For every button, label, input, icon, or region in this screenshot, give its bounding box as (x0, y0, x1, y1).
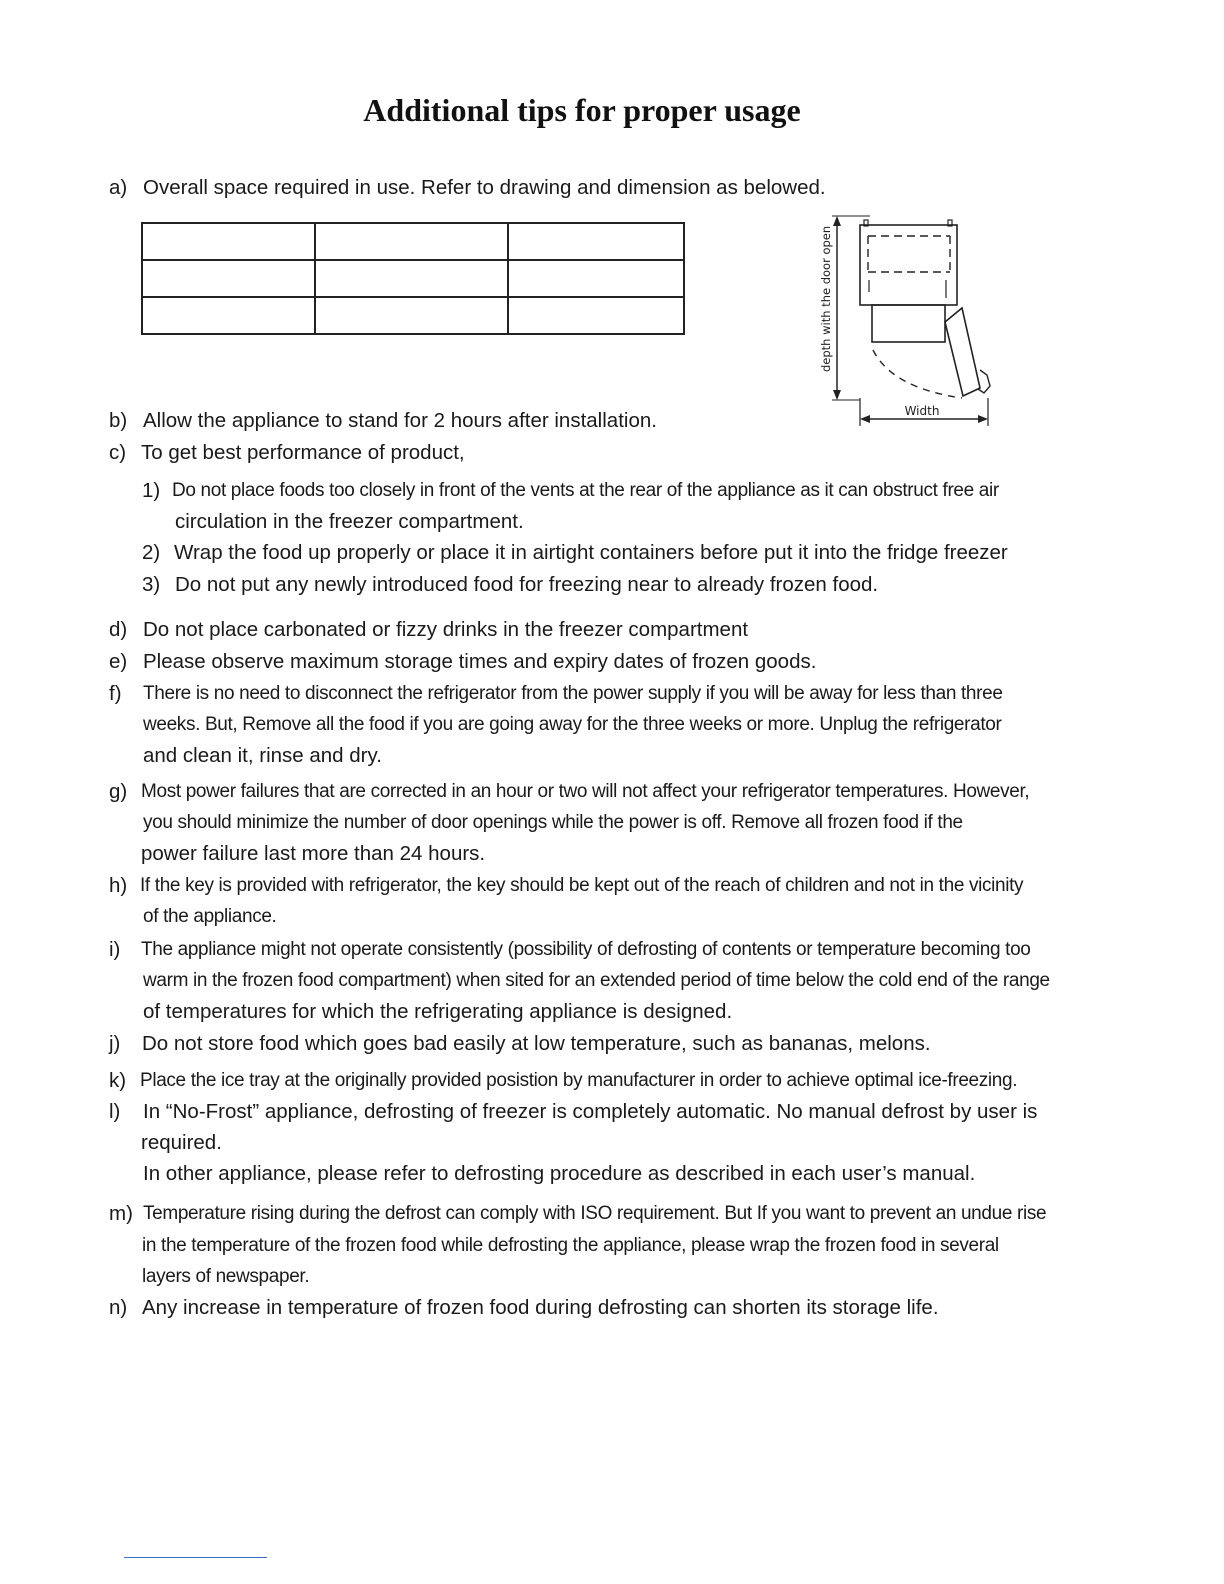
fridge-dimension-diagram (812, 212, 1002, 434)
subitem-text-1: Do not place foods too closely in front of the vents at the rear of the appliance as it can obstruct free air (172, 480, 999, 501)
item-text-i: The appliance might not operate consistently (possibility of defrosting of contents or temperature becoming too (141, 939, 1031, 960)
item-text-m-cont: in the temperature of the frozen food while defrosting the appliance, please wrap the frozen food in several (142, 1235, 999, 1256)
table-row (142, 297, 684, 334)
item-text-e: Please observe maximum storage times and expiry dates of frozen goods. (143, 650, 817, 673)
table-cell (142, 297, 315, 334)
subitem-text-2: Wrap the food up properly or place it in airtight containers before put it into the fridge freezer (174, 541, 1008, 564)
item-label-g: g) (109, 780, 128, 803)
subitem-label-3: 3) (142, 573, 161, 596)
item-text-g-cont2: power failure last more than 24 hours. (141, 842, 486, 865)
subitem-text-1-cont: circulation in the freezer compartment. (175, 510, 524, 533)
item-text-b: Allow the appliance to stand for 2 hours after installation. (143, 409, 657, 432)
item-text-f: There is no need to disconnect the refrigerator from the power supply if you will be away for less than three (143, 683, 1003, 704)
item-text-j: Do not store food which goes bad easily at low temperature, such as bananas, melons. (142, 1032, 931, 1055)
item-text-n: Any increase in temperature of frozen food during defrosting can shorten its storage life. (142, 1296, 939, 1319)
table-cell (315, 223, 508, 260)
subitem-label-1: 1) (142, 479, 161, 502)
table-cell (508, 297, 684, 334)
item-label-a: a) (109, 176, 128, 199)
item-label-h: h) (109, 874, 128, 897)
item-text-i-cont: warm in the frozen food compartment) when sited for an extended period of time below the cold end of the range (143, 970, 1050, 991)
item-text-m-cont2: layers of newspaper. (142, 1266, 310, 1287)
item-text-l-cont: required. (141, 1131, 222, 1154)
item-text-c: To get best performance of product, (141, 441, 465, 464)
table-row (142, 223, 684, 260)
item-label-d: d) (109, 618, 128, 641)
item-text-h: If the key is provided with refrigerator, the key should be kept out of the reach of children and not in the vicinity (140, 875, 1024, 896)
item-label-i: i) (109, 938, 121, 961)
table-cell (142, 260, 315, 297)
item-text-h-cont: of the appliance. (143, 906, 277, 927)
item-label-n: n) (109, 1296, 128, 1319)
item-text-f-cont2: and clean it, rinse and dry. (143, 744, 382, 767)
table-cell (315, 260, 508, 297)
depth-label: depth with the door open (819, 225, 833, 372)
width-label: Width (904, 404, 940, 418)
item-text-g: Most power failures that are corrected in an hour or two will not affect your refrigerator temperatures. However, (141, 781, 1030, 802)
table-cell (508, 223, 684, 260)
table-row (142, 260, 684, 297)
subitem-label-2: 2) (142, 541, 161, 564)
table-cell (142, 223, 315, 260)
item-text-d: Do not place carbonated or fizzy drinks in the freezer compartment (143, 618, 749, 641)
item-label-m: m) (109, 1202, 133, 1225)
table-cell (508, 260, 684, 297)
subitem-text-3: Do not put any newly introduced food for freezing near to already frozen food. (175, 573, 879, 596)
item-label-j: j) (109, 1032, 121, 1055)
page-title: Additional tips for proper usage (363, 92, 801, 128)
item-text-l-cont2: In other appliance, please refer to defrosting procedure as described in each user’s manual. (143, 1162, 976, 1185)
item-text-m: Temperature rising during the defrost can comply with ISO requirement. But If you want to prevent an undue rise (143, 1203, 1047, 1224)
footer-divider (124, 1557, 267, 1558)
item-label-l: l) (109, 1100, 121, 1123)
item-text-f-cont: weeks. But, Remove all the food if you are going away for the three weeks or more. Unplug the refrigerator (143, 714, 1002, 735)
item-label-c: c) (109, 441, 127, 464)
table-cell (315, 297, 508, 334)
item-text-g-cont: you should minimize the number of door openings while the power is off. Remove all frozen food if the (143, 812, 963, 833)
item-text-i-cont2: of temperatures for which the refrigerating appliance is designed. (143, 1000, 733, 1023)
item-label-f: f) (109, 682, 122, 705)
item-label-e: e) (109, 650, 128, 673)
item-text-a: Overall space required in use. Refer to drawing and dimension as belowed. (143, 176, 826, 199)
dimension-table (141, 222, 685, 335)
item-text-k: Place the ice tray at the originally provided posistion by manufacturer in order to achieve optimal ice-freezing. (140, 1070, 1018, 1091)
item-label-b: b) (109, 409, 128, 432)
item-text-l: In “No-Frost” appliance, defrosting of freezer is completely automatic. No manual defrost by user is (143, 1100, 1038, 1123)
item-label-k: k) (109, 1069, 127, 1092)
